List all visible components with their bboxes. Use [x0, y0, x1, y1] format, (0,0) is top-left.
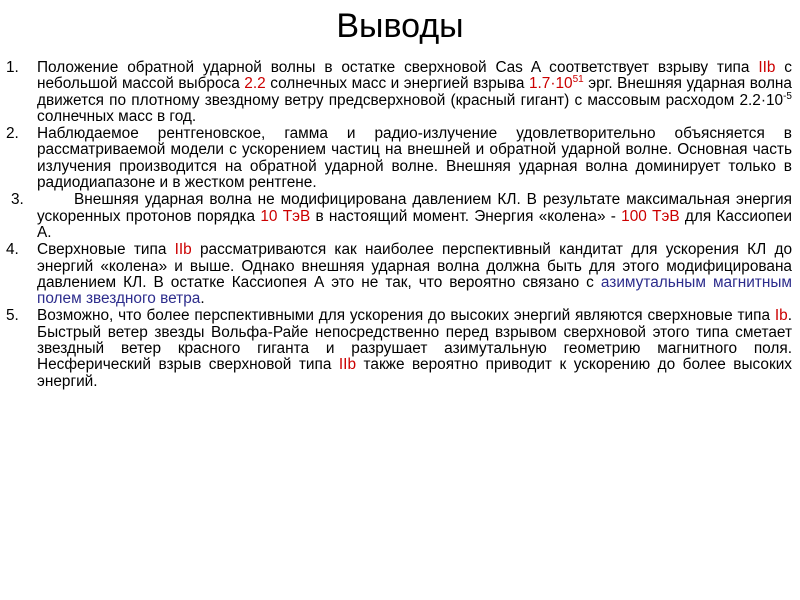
- highlighted-text: IIb: [338, 356, 357, 374]
- list-item-text: [37, 126, 792, 191]
- list-item-number: 4.: [6, 241, 19, 259]
- text-segment: солнечных масс и энергией взрыва: [265, 75, 529, 93]
- list-item: [0, 60, 800, 125]
- text-segment: также вероятно приводит к ускорению до более высоких энергий.: [37, 356, 792, 390]
- text-segment: в настоящий момент. Энергия «колена» -: [310, 207, 622, 225]
- list-item: [0, 192, 800, 241]
- text-segment: Сверхновые типа: [37, 241, 175, 259]
- superscript-text: -5: [783, 90, 792, 102]
- highlighted-text: 10 ТэВ: [260, 207, 311, 225]
- text-segment: рассматриваются как наиболее перспективный кандитат для ускорения КЛ до энергий «колена» и выше. Однако внешняя ударная волна должна быть для этого модифицирована давлением КЛ. В остатке Кассиопея А это не так, что вероятно связано с: [37, 241, 792, 291]
- highlighted-text: азимутальным магнитным полем звездного ветра: [37, 273, 793, 308]
- list-item: [0, 242, 800, 307]
- text-segment: .: [200, 290, 205, 308]
- list-item-number: 5.: [6, 307, 19, 325]
- list-item-text: [37, 242, 792, 307]
- superscript-text: 51: [572, 74, 584, 86]
- text-segment: Положение обратной ударной волны в остатке сверхновой Cas A соответствует взрыву типа: [37, 59, 759, 76]
- text-segment: для Кассиопеи А.: [37, 207, 792, 241]
- list-item-text: [37, 308, 792, 389]
- list-item-number: 3.: [11, 191, 24, 209]
- text-segment: Наблюдаемое рентгеновское, гамма и радио-излучение удовлетворительно объясняется в рассматриваемой модели с ускорением частиц на внешней и обратной ударной волне. Основная часть излучения производится на обратной ударной волне. Внешняя ударная волна доминирует только в радиодиапазоне и в жестком рентгене.: [37, 125, 792, 192]
- list-item: [0, 308, 800, 389]
- list-item-number: 1.: [6, 59, 19, 76]
- highlighted-text: Ib: [774, 307, 788, 325]
- highlighted-text: IIb: [174, 241, 192, 259]
- text-segment: с небольшой массой выброса: [37, 59, 792, 93]
- page-title: Выводы: [336, 7, 464, 45]
- highlighted-text: 100 ТэВ: [621, 207, 680, 225]
- highlighted-text: IIb: [758, 59, 776, 76]
- highlighted-text: 2.2: [244, 75, 266, 93]
- highlighted-text: 1.7·10: [528, 75, 573, 93]
- text-segment: . Быстрый ветер звезды Вольфа-Райе непосредственно перед взрывом сверхновой этого типа сметает звездный ветер красного гиганта и разрушает азимутальную геометрию магнитного поля. Несферический взрыв сверхновой типа: [37, 307, 792, 374]
- conclusions-list: [0, 60, 800, 391]
- text-segment: солнечных масс в год.: [37, 107, 197, 125]
- list-item-text: [37, 60, 792, 125]
- text-segment: Возможно, что более перспективными для ускорения до высоких энергий являются сверхновые типа: [37, 307, 775, 325]
- list-item: [0, 126, 800, 191]
- list-item-text: [37, 192, 792, 241]
- text-segment: эрг. Внешняя ударная волна движется по плотному звездному ветру предсверхновой (красный гигант) с массовым расходом 2.2·10: [37, 75, 792, 109]
- text-segment: Внешняя ударная волна не модифицирована давлением КЛ. В результате максимальная энергия ускоренных протонов порядка: [37, 191, 792, 225]
- list-item-number: 2.: [6, 125, 19, 143]
